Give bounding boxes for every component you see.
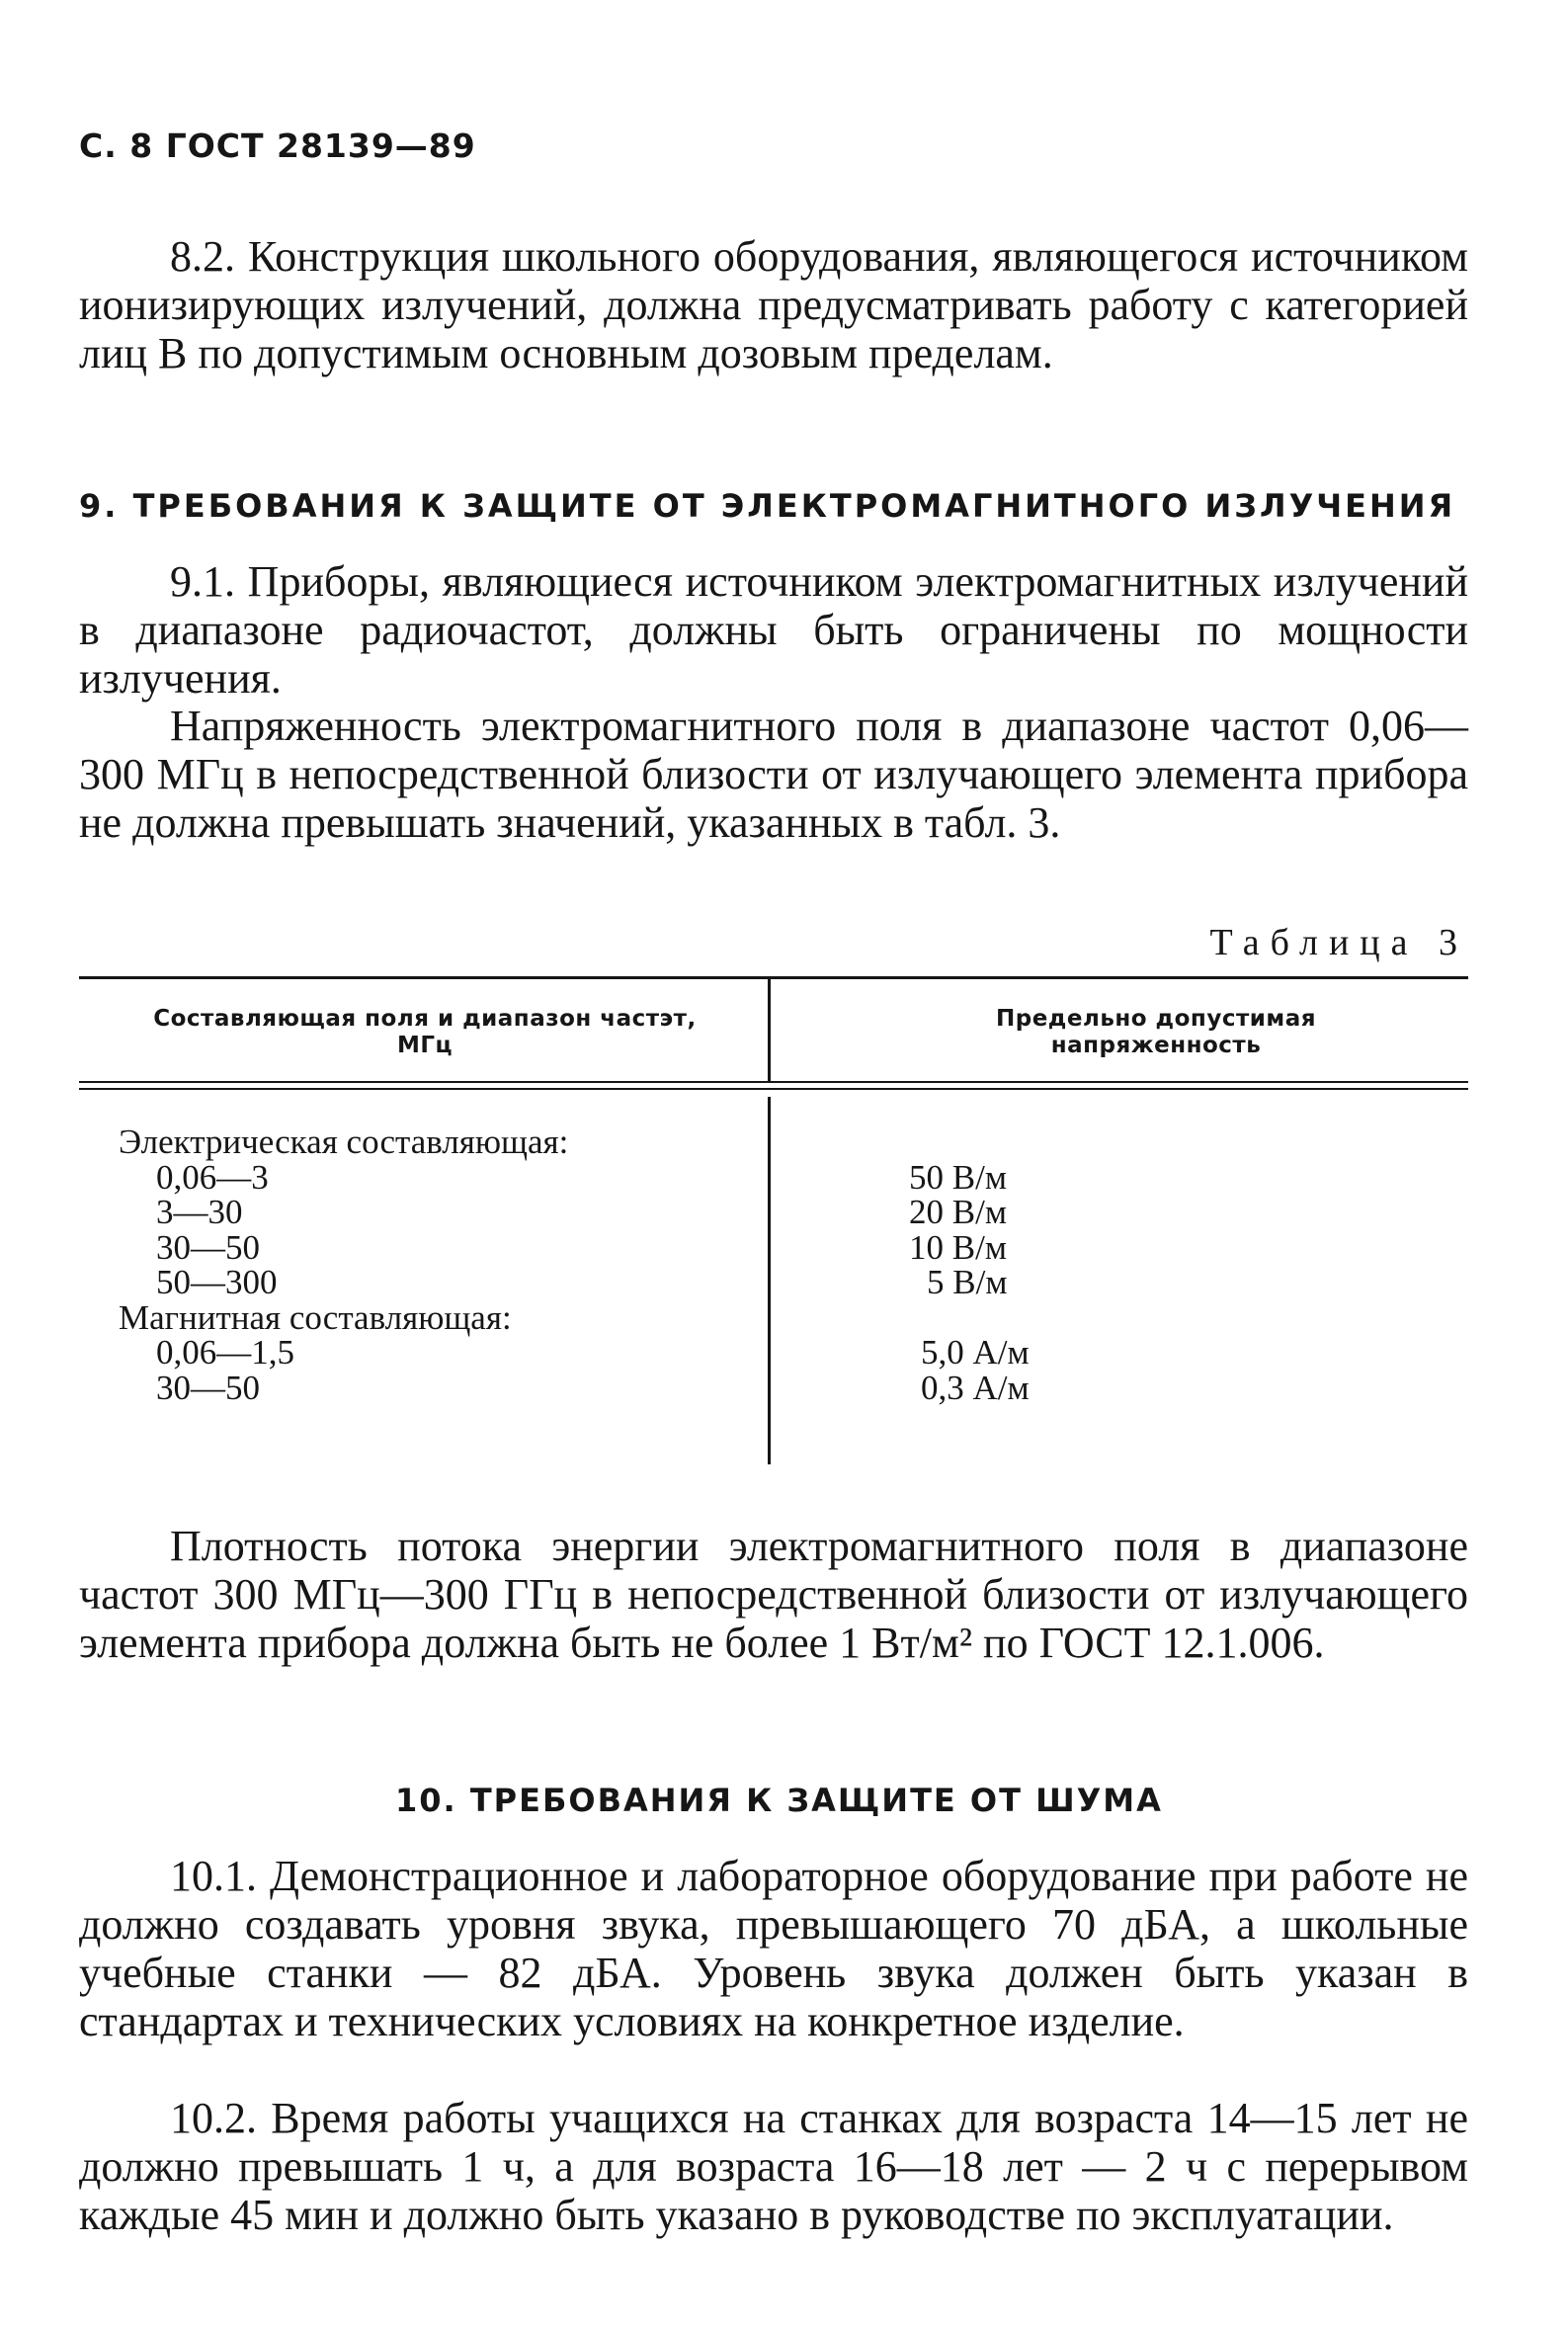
table-column-divider-body xyxy=(768,1097,771,1464)
table-cell-range: 0,06—1,5 xyxy=(156,1333,294,1372)
table-header-limit: Предельно допустимая напряженность xyxy=(995,1006,1316,1058)
paragraph-9-1: 9.1. Приборы, являющиеся источником электромагнитных излучений в диапазоне радиочастот, должны быть ограничены по мощности излучения. xyxy=(79,557,1468,703)
section-10-title: 10. ТРЕБОВАНИЯ К ЗАЩИТЕ ОТ ШУМА xyxy=(395,1782,1163,1819)
section-9-title: 9. ТРЕБОВАНИЯ К ЗАЩИТЕ ОТ ЭЛЕКТРОМАГНИТНОГО ИЗЛУЧЕНИЯ xyxy=(79,487,1456,525)
paragraph-8-2: 8.2. Конструкция школьного оборудования, являющегося источником ионизирующих излучений, должна предусматривать работу с категорией лиц В по допустимым основным дозовым пределам. xyxy=(79,232,1468,377)
table-3-caption: Таблица 3 xyxy=(1209,922,1468,963)
paragraph-9-1-field-strength: Напряженность электромагнитного поля в диапазоне частот 0,06—300 МГц в непосредственной близости от излучающего элемента прибора не должна превышать значений, указанных в табл. 3. xyxy=(79,702,1468,847)
table-header-rule-1 xyxy=(79,1081,1468,1083)
page-header: С. 8 ГОСТ 28139—89 xyxy=(79,126,476,165)
table-cell-range: 30—50 xyxy=(156,1368,260,1407)
table-cell-limit: 0,3 А/м xyxy=(921,1368,1030,1407)
table-cell-range: 30—50 xyxy=(156,1227,260,1267)
table-top-rule xyxy=(79,976,1468,979)
magnetic-component-label: Магнитная составляющая: xyxy=(119,1297,512,1337)
paragraph-energy-flux-density: Плотность потока энергии электромагнитного поля в диапазоне частот 300 МГц—300 ГГц в непосредственной близости от излучающего элемента прибора должна быть не более 1 Вт/м² по ГОСТ 12.1.006. xyxy=(79,1522,1468,1667)
table-cell-limit: 20 В/м xyxy=(909,1193,1007,1231)
electric-component-label: Электрическая составляющая: xyxy=(119,1122,569,1161)
table-column-divider-header xyxy=(768,976,771,1081)
table-column-limits xyxy=(909,1124,1030,1405)
table-header-rule-2 xyxy=(79,1088,1468,1090)
table-cell-limit: 5 В/м xyxy=(927,1263,1008,1301)
table-cell-range: 3—30 xyxy=(156,1193,243,1231)
paragraph-10-2: 10.2. Время работы учащихся на станках для возраста 14—15 лет не должно превышать 1 ч, а для возраста 16—18 лет — 2 ч с перерывом каждые 45 мин и должно быть указано в руководстве по эксплуатации. xyxy=(79,2094,1468,2239)
table-column-ranges xyxy=(119,1124,568,1405)
table-cell-range: 0,06—3 xyxy=(156,1157,269,1197)
table-cell-limit: 50 В/м xyxy=(909,1157,1007,1197)
table-cell-limit: 10 В/м xyxy=(909,1227,1007,1267)
table-cell-limit: 5,0 А/м xyxy=(921,1333,1030,1372)
table-cell-range: 50—300 xyxy=(156,1263,278,1301)
table-header-range: Составляющая поля и диапазон частэт, МГц xyxy=(153,1006,697,1058)
paragraph-10-1: 10.1. Демонстрационное и лабораторное оборудование при работе не должно создавать уровня звука, превышающего 70 дБА, а школьные учебные станки — 82 дБА. Уровень звука должен быть указан в стандартах и технических условиях на конкретное изделие. xyxy=(79,1852,1468,2045)
